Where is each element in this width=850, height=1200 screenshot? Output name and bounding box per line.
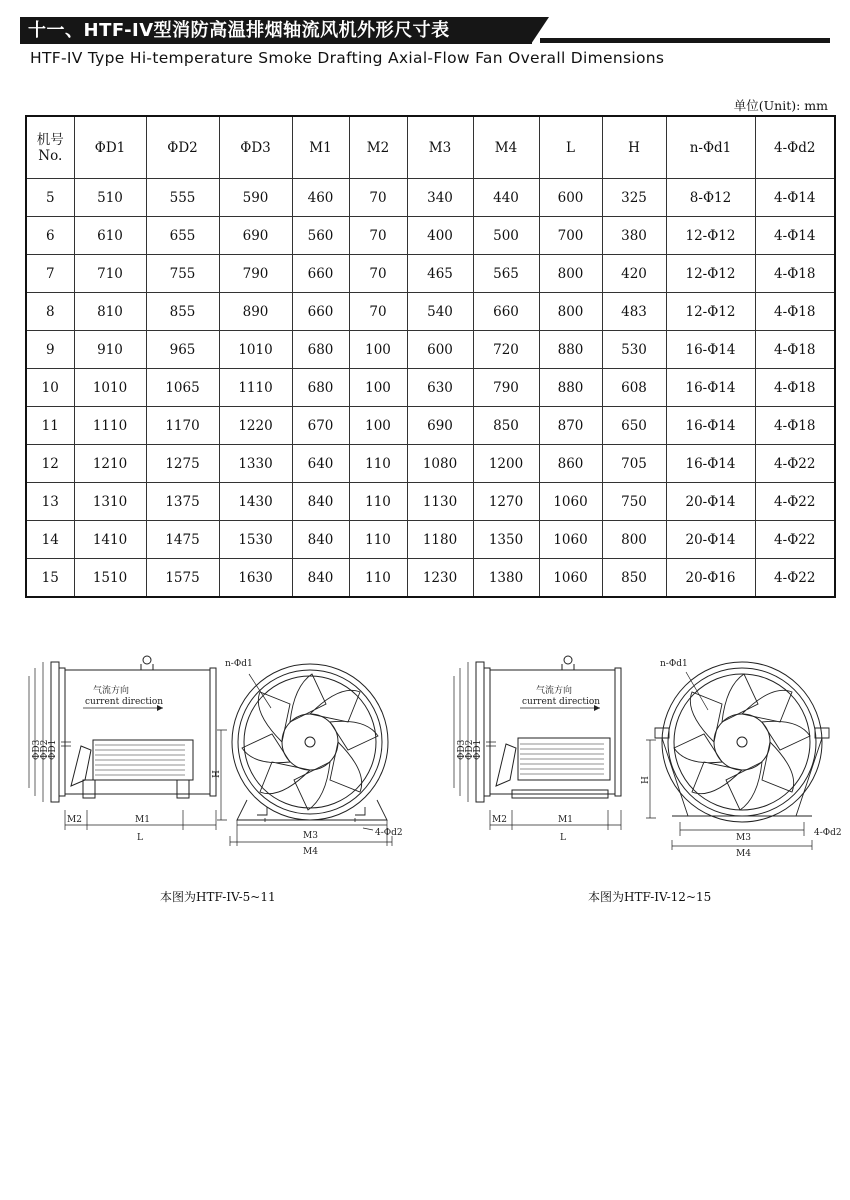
table-cell: 540 bbox=[407, 293, 473, 331]
table-cell: 465 bbox=[407, 255, 473, 293]
dimensions-table bbox=[25, 115, 836, 598]
table-cell: 910 bbox=[74, 331, 146, 369]
fan-number-cell: 9 bbox=[26, 331, 74, 369]
table-cell: 555 bbox=[146, 179, 219, 217]
table-cell: 850 bbox=[602, 559, 666, 598]
table-cell: 840 bbox=[292, 559, 349, 598]
col-head: ΦD1 bbox=[74, 116, 146, 179]
front-view bbox=[646, 662, 829, 850]
col-head: M2 bbox=[349, 116, 407, 179]
col-head-no-cn: 机号 bbox=[36, 131, 64, 148]
nd1-label: n-Φd1 bbox=[660, 659, 688, 669]
d1-label: ΦD1 bbox=[48, 739, 58, 760]
front-view bbox=[217, 664, 392, 846]
table-cell: 810 bbox=[74, 293, 146, 331]
table-cell: 1375 bbox=[146, 483, 219, 521]
table-cell: 1430 bbox=[219, 483, 292, 521]
table-cell: 600 bbox=[539, 179, 602, 217]
table-cell: 800 bbox=[602, 521, 666, 559]
table-row bbox=[26, 293, 835, 331]
table-row bbox=[26, 483, 835, 521]
table-cell: 4-Φ18 bbox=[755, 255, 835, 293]
table-cell: 100 bbox=[349, 331, 407, 369]
table-cell: 700 bbox=[539, 217, 602, 255]
table-row bbox=[26, 255, 835, 293]
table-cell: 660 bbox=[473, 293, 539, 331]
table-cell: 640 bbox=[292, 445, 349, 483]
m2-label: M2 bbox=[492, 815, 507, 825]
table-cell: 565 bbox=[473, 255, 539, 293]
table-cell: 4-Φ18 bbox=[755, 293, 835, 331]
d2-label: ΦD2 bbox=[465, 739, 475, 760]
table-body bbox=[26, 179, 835, 598]
d3-label: ΦD3 bbox=[457, 739, 467, 760]
table-cell: 70 bbox=[349, 217, 407, 255]
table-cell: 110 bbox=[349, 483, 407, 521]
table-cell: 750 bbox=[602, 483, 666, 521]
diagram-caption-small: 本图为HTF-IV-5~11 bbox=[160, 890, 276, 904]
table-cell: 1060 bbox=[539, 521, 602, 559]
table-cell: 670 bbox=[292, 407, 349, 445]
table-cell: 1475 bbox=[146, 521, 219, 559]
fan-number-cell: 12 bbox=[26, 445, 74, 483]
table-cell: 4-Φ22 bbox=[755, 521, 835, 559]
table-cell: 500 bbox=[473, 217, 539, 255]
table-cell: 610 bbox=[74, 217, 146, 255]
d3-label: ΦD3 bbox=[32, 739, 42, 760]
m1-label: M1 bbox=[558, 815, 573, 825]
m3-label: M3 bbox=[303, 831, 318, 841]
table-cell: 4-Φ22 bbox=[755, 559, 835, 598]
col-head-no bbox=[26, 116, 74, 179]
table-cell: 608 bbox=[602, 369, 666, 407]
table-cell: 650 bbox=[602, 407, 666, 445]
d1-label: ΦD1 bbox=[473, 739, 483, 760]
table-cell: 560 bbox=[292, 217, 349, 255]
airflow-label-cn: 气流方向 bbox=[536, 686, 573, 696]
table-row bbox=[26, 217, 835, 255]
table-cell: 705 bbox=[602, 445, 666, 483]
airflow-label-en: current direction bbox=[85, 697, 164, 707]
airflow-label-cn: 气流方向 bbox=[93, 686, 130, 696]
table-cell: 590 bbox=[219, 179, 292, 217]
table-cell: 790 bbox=[473, 369, 539, 407]
col-head: H bbox=[602, 116, 666, 179]
col-head: 4-Φd2 bbox=[755, 116, 835, 179]
table-cell: 1230 bbox=[407, 559, 473, 598]
fan-number-cell: 15 bbox=[26, 559, 74, 598]
table-cell: 870 bbox=[539, 407, 602, 445]
table-cell: 100 bbox=[349, 407, 407, 445]
table-cell: 840 bbox=[292, 521, 349, 559]
unit-label: 单位(Unit): mm bbox=[733, 98, 828, 113]
col-head: M4 bbox=[473, 116, 539, 179]
l-label: L bbox=[560, 833, 566, 843]
col-head: M1 bbox=[292, 116, 349, 179]
table-cell: 380 bbox=[602, 217, 666, 255]
table-cell: 460 bbox=[292, 179, 349, 217]
table-cell: 70 bbox=[349, 293, 407, 331]
fan-diagram-small bbox=[25, 650, 420, 865]
fan-number-cell: 7 bbox=[26, 255, 74, 293]
fan-number-cell: 14 bbox=[26, 521, 74, 559]
table-cell: 400 bbox=[407, 217, 473, 255]
table-cell: 800 bbox=[539, 255, 602, 293]
table-cell: 755 bbox=[146, 255, 219, 293]
page-subtitle: HTF-IV Type Hi-temperature Smoke Drafting Axial-Flow Fan Overall Dimensions bbox=[30, 49, 665, 67]
table-cell: 16-Φ14 bbox=[666, 445, 755, 483]
diagram-caption-large: 本图为HTF-IV-12~15 bbox=[588, 890, 712, 904]
m1-label: M1 bbox=[135, 815, 150, 825]
table-row bbox=[26, 179, 835, 217]
table-cell: 1200 bbox=[473, 445, 539, 483]
d2hole-label: 4-Φd2 bbox=[814, 828, 842, 838]
table-cell: 655 bbox=[146, 217, 219, 255]
table-cell: 1110 bbox=[219, 369, 292, 407]
table-cell: 800 bbox=[539, 293, 602, 331]
table-cell: 600 bbox=[407, 331, 473, 369]
table-cell: 1130 bbox=[407, 483, 473, 521]
table-cell: 12-Φ12 bbox=[666, 217, 755, 255]
table-cell: 690 bbox=[219, 217, 292, 255]
table-cell: 4-Φ22 bbox=[755, 445, 835, 483]
col-head: L bbox=[539, 116, 602, 179]
table-cell: 110 bbox=[349, 559, 407, 598]
table-cell: 16-Φ14 bbox=[666, 369, 755, 407]
col-head: ΦD2 bbox=[146, 116, 219, 179]
nd1-label: n-Φd1 bbox=[225, 659, 253, 669]
table-cell: 20-Φ14 bbox=[666, 521, 755, 559]
table-cell: 100 bbox=[349, 369, 407, 407]
table-cell: 12-Φ12 bbox=[666, 293, 755, 331]
table-cell: 1065 bbox=[146, 369, 219, 407]
table-cell: 890 bbox=[219, 293, 292, 331]
table-cell: 1330 bbox=[219, 445, 292, 483]
table-cell: 1410 bbox=[74, 521, 146, 559]
table-cell: 483 bbox=[602, 293, 666, 331]
table-row bbox=[26, 331, 835, 369]
d2-label: ΦD2 bbox=[40, 739, 50, 760]
table-cell: 1530 bbox=[219, 521, 292, 559]
title-rule bbox=[540, 38, 830, 43]
table-cell: 840 bbox=[292, 483, 349, 521]
table-cell: 1210 bbox=[74, 445, 146, 483]
table-cell: 510 bbox=[74, 179, 146, 217]
table-cell: 710 bbox=[74, 255, 146, 293]
table-cell: 660 bbox=[292, 255, 349, 293]
table-cell: 16-Φ14 bbox=[666, 407, 755, 445]
table-cell: 965 bbox=[146, 331, 219, 369]
table-cell: 70 bbox=[349, 255, 407, 293]
table-cell: 660 bbox=[292, 293, 349, 331]
h-label: H bbox=[212, 770, 222, 778]
col-head: n-Φd1 bbox=[666, 116, 755, 179]
table-cell: 680 bbox=[292, 331, 349, 369]
table-cell: 4-Φ18 bbox=[755, 331, 835, 369]
l-label: L bbox=[137, 833, 143, 843]
table-cell: 1060 bbox=[539, 483, 602, 521]
fan-number-cell: 6 bbox=[26, 217, 74, 255]
col-head: ΦD3 bbox=[219, 116, 292, 179]
table-header-row bbox=[26, 116, 835, 179]
table-cell: 4-Φ18 bbox=[755, 407, 835, 445]
m4-label: M4 bbox=[736, 849, 751, 859]
table-cell: 4-Φ14 bbox=[755, 217, 835, 255]
table-cell: 720 bbox=[473, 331, 539, 369]
fan-number-cell: 5 bbox=[26, 179, 74, 217]
table-cell: 325 bbox=[602, 179, 666, 217]
title-banner bbox=[20, 17, 830, 44]
col-head: M3 bbox=[407, 116, 473, 179]
table-cell: 420 bbox=[602, 255, 666, 293]
m4-label: M4 bbox=[303, 847, 318, 857]
table-cell: 1060 bbox=[539, 559, 602, 598]
table-cell: 1180 bbox=[407, 521, 473, 559]
table-cell: 1630 bbox=[219, 559, 292, 598]
table-cell: 1575 bbox=[146, 559, 219, 598]
table-cell: 1170 bbox=[146, 407, 219, 445]
table-cell: 16-Φ14 bbox=[666, 331, 755, 369]
fan-number-cell: 8 bbox=[26, 293, 74, 331]
table-cell: 1275 bbox=[146, 445, 219, 483]
table-row bbox=[26, 445, 835, 483]
table-cell: 340 bbox=[407, 179, 473, 217]
table-cell: 4-Φ22 bbox=[755, 483, 835, 521]
table-cell: 1510 bbox=[74, 559, 146, 598]
table-cell: 1110 bbox=[74, 407, 146, 445]
table-cell: 855 bbox=[146, 293, 219, 331]
table-cell: 1350 bbox=[473, 521, 539, 559]
table-row bbox=[26, 407, 835, 445]
fan-number-cell: 11 bbox=[26, 407, 74, 445]
table-cell: 70 bbox=[349, 179, 407, 217]
table-row bbox=[26, 559, 835, 598]
table-cell: 1380 bbox=[473, 559, 539, 598]
table-row bbox=[26, 369, 835, 407]
table-cell: 880 bbox=[539, 331, 602, 369]
table-cell: 1010 bbox=[219, 331, 292, 369]
table-row bbox=[26, 521, 835, 559]
table-cell: 20-Φ16 bbox=[666, 559, 755, 598]
fan-number-cell: 10 bbox=[26, 369, 74, 407]
fan-number-cell: 13 bbox=[26, 483, 74, 521]
table-cell: 1080 bbox=[407, 445, 473, 483]
table-cell: 20-Φ14 bbox=[666, 483, 755, 521]
m3-label: M3 bbox=[736, 833, 751, 843]
table-cell: 1310 bbox=[74, 483, 146, 521]
col-head-no-en: No. bbox=[38, 147, 63, 164]
table-cell: 850 bbox=[473, 407, 539, 445]
d2hole-label: 4-Φd2 bbox=[375, 828, 403, 838]
h-label: H bbox=[641, 776, 651, 784]
table-cell: 12-Φ12 bbox=[666, 255, 755, 293]
table-cell: 110 bbox=[349, 445, 407, 483]
table-cell: 630 bbox=[407, 369, 473, 407]
table-cell: 790 bbox=[219, 255, 292, 293]
table-cell: 110 bbox=[349, 521, 407, 559]
table-cell: 4-Φ14 bbox=[755, 179, 835, 217]
table-cell: 690 bbox=[407, 407, 473, 445]
table-cell: 860 bbox=[539, 445, 602, 483]
m2-label: M2 bbox=[67, 815, 82, 825]
table-cell: 4-Φ18 bbox=[755, 369, 835, 407]
table-cell: 880 bbox=[539, 369, 602, 407]
airflow-label-en: current direction bbox=[522, 697, 601, 707]
table-cell: 1270 bbox=[473, 483, 539, 521]
table-cell: 680 bbox=[292, 369, 349, 407]
fan-diagram-large bbox=[450, 650, 845, 865]
table-cell: 1220 bbox=[219, 407, 292, 445]
table-cell: 8-Φ12 bbox=[666, 179, 755, 217]
table-cell: 530 bbox=[602, 331, 666, 369]
table-cell: 1010 bbox=[74, 369, 146, 407]
table-cell: 440 bbox=[473, 179, 539, 217]
page-title: 十一、HTF-IV型消防高温排烟轴流风机外形尺寸表 bbox=[28, 20, 450, 41]
